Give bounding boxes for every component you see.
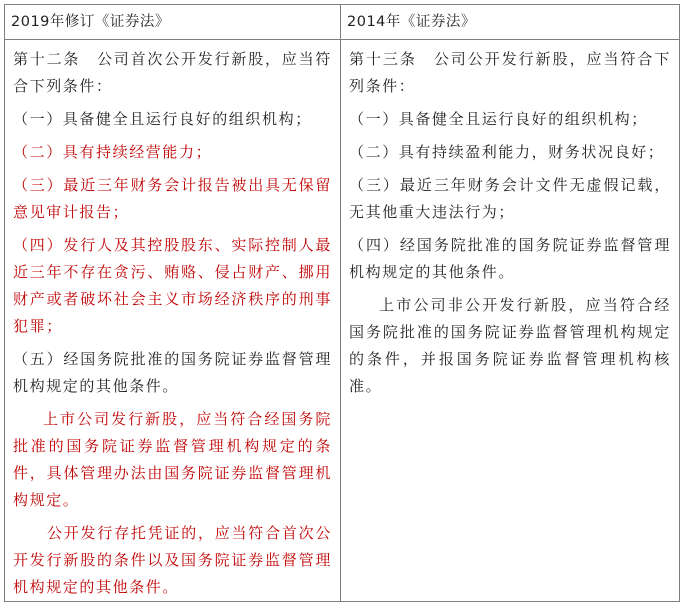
left-listed-company-clause: 上市公司发行新股，应当符合经国务院批准的国务院证券监督管理机构规定的条件，具体管理办法由国务院证券监督管理机构规定。 bbox=[13, 410, 332, 509]
left-condition-3: （三）最近三年财务会计报告被出具无保留意见审计报告； bbox=[13, 176, 332, 221]
left-article-intro: 第十二条 公司首次公开发行新股，应当符合下列条件： bbox=[13, 50, 332, 95]
right-listed-company-clause: 上市公司非公开发行新股，应当符合经国务院批准的国务院证券监督管理机构规定的条件，并报国务院证券监督管理机构核准。 bbox=[349, 296, 671, 395]
body-row bbox=[5, 40, 680, 602]
right-column-header: 2014年《证券法》 bbox=[341, 5, 680, 40]
left-condition-4: （四）发行人及其控股股东、实际控制人最近三年不存在贪污、贿赂、侵占财产、挪用财产或者破坏社会主义市场经济秩序的刑事犯罪； bbox=[13, 236, 332, 335]
right-article-intro: 第十三条 公司公开发行新股，应当符合下列条件： bbox=[349, 50, 671, 95]
law-comparison-table bbox=[4, 4, 680, 602]
right-condition-3: （三）最近三年财务会计文件无虚假记载，无其他重大违法行为； bbox=[349, 176, 671, 221]
right-condition-4: （四）经国务院批准的国务院证券监督管理机构规定的其他条件。 bbox=[349, 236, 671, 281]
header-row bbox=[5, 5, 680, 40]
left-condition-5: （五）经国务院批准的国务院证券监督管理机构规定的其他条件。 bbox=[13, 350, 332, 395]
right-condition-2: （二）具有持续盈利能力，财务状况良好； bbox=[349, 143, 665, 161]
left-column-cell bbox=[5, 40, 341, 602]
left-condition-2: （二）具有持续经营能力； bbox=[13, 143, 213, 161]
left-condition-1: （一）具备健全且运行良好的组织机构； bbox=[13, 110, 312, 128]
left-depositary-receipt-clause: 公开发行存托凭证的，应当符合首次公开发行新股的条件以及国务院证券监督管理机构规定的其他条件。 bbox=[13, 524, 332, 596]
right-condition-1: （一）具备健全且运行良好的组织机构； bbox=[349, 110, 648, 128]
right-column-cell bbox=[341, 40, 680, 602]
left-column-header: 2019年修订《证券法》 bbox=[5, 5, 341, 40]
